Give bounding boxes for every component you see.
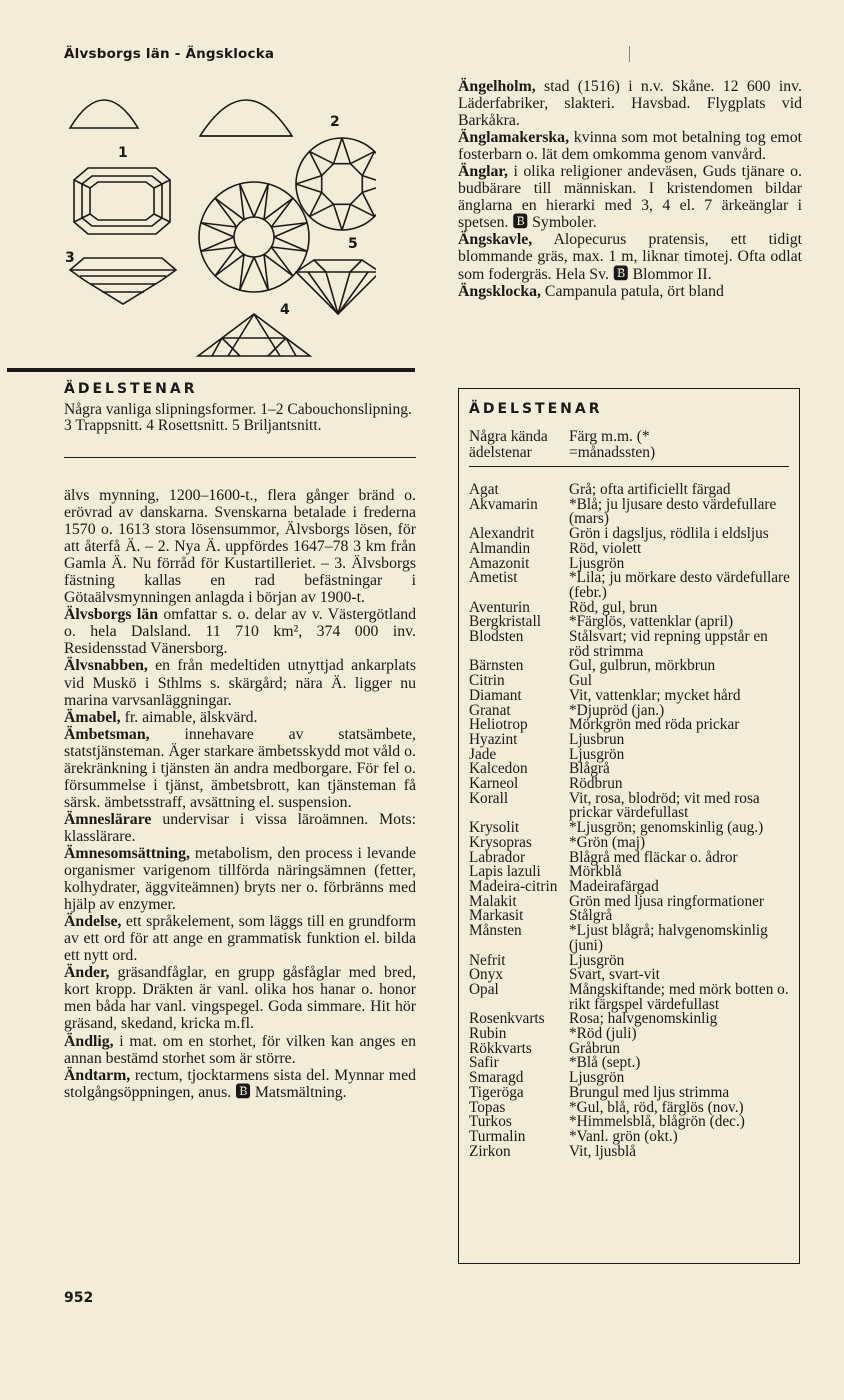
section-rule [7, 368, 415, 372]
entry-text: kvinna som mot betalning tog emot fosterbarn o. lät dem omkomma genom vanvård. [458, 129, 803, 164]
left-column-entry [64, 964, 416, 1032]
gem-color: Ljusbrun [569, 730, 625, 748]
gem-name: Jade [469, 745, 497, 763]
gem-name: Labrador [469, 848, 526, 866]
gem-color: Ljusgrön [569, 554, 625, 572]
entry-headword: Ängskavle, [458, 231, 533, 249]
entry-text: gräsandfåglar, en grupp gåsfåglar med bred, kort kropp. Dräkten är vanl. olika hos hanar o. honor men båda har vanl. vingspegel. Goda simmare. Hit hör gräsand, skedand, kricka m.fl. [64, 964, 416, 1033]
gem-table-row [469, 980, 791, 1013]
entry-text: i olika religioner andeväsen, Guds tjänare o. budbärare till människan. I kristendomen bildar änglarna en hierarki med 3, 4 el. 7 ärkeänglar i spetsen. 🅱 Symboler. [458, 163, 802, 232]
gem-color: Grön med ljusa ringformationer [569, 892, 764, 910]
gem-cuts-illustration [56, 82, 376, 367]
gem-name: Lapis lazuli [469, 863, 541, 881]
gem-name: Opal [469, 980, 499, 998]
gem-name: Aventurin [469, 598, 530, 616]
caption-section-label: ÄDELSTENAR [64, 381, 198, 397]
gem-color: Röd, violett [569, 539, 642, 557]
gem-name: Alexandrit [469, 525, 535, 543]
entry-headword: Älvsnabben, [64, 657, 148, 675]
entry-text: ett språkelement, som läggs till en grundform av ett ord för att ange en grammatisk funktion el. bilda ett nytt ord. [64, 913, 416, 965]
left-column-entry [64, 845, 416, 913]
gem-table-box [458, 388, 800, 1264]
gem-color: Ljusgrön [569, 745, 625, 763]
entry-headword: Ändtarm, [64, 1066, 131, 1084]
cabochon-cut-1-icon [70, 100, 138, 128]
rose-cut-side-icon [198, 314, 310, 356]
gem-name: Blodsten [469, 628, 524, 646]
gem-name: Tigeröga [469, 1083, 524, 1101]
left-column-entry [64, 913, 416, 964]
gem-color: Svart, svart-vit [569, 966, 660, 984]
gem-table-label: ÄDELSTENAR [469, 401, 603, 417]
cabochon-cut-2-icon [200, 100, 292, 136]
gem-number-3: 3 [65, 250, 75, 266]
entry-headword: Änglar, [458, 163, 508, 181]
gem-name: Månsten [469, 922, 522, 940]
entry-text: i mat. om en storhet, för vilken kan anges en annan bestämd storhet som är större. [64, 1032, 417, 1067]
gem-color: Mörkblå [569, 863, 622, 881]
gem-color: Ljusgrön [569, 1069, 625, 1087]
left-column-text [64, 487, 416, 1101]
gem-color: Blågrå [569, 760, 610, 778]
gem-color: Rödbrun [569, 775, 623, 793]
gem-color: Stålsvart; vid repning uppstår en röd strimma [569, 628, 768, 660]
gem-name: Turmalin [469, 1127, 526, 1145]
gem-table-header-right: Färg m.m. (* =månadssten) [569, 428, 656, 461]
gem-name: Safir [469, 1054, 499, 1072]
left-column-entry [64, 811, 416, 845]
gem-name: Markasit [469, 907, 524, 925]
entry-text: en från medeltiden utnyttjad ankarplats vid Muskö i Sthlms s. skärgård; nära Ä. ligger nu marina varvsanläggningar. [64, 657, 416, 709]
gem-table-row [469, 495, 791, 528]
gem-color: Röd, gul, brun [569, 598, 658, 616]
gem-name: Karneol [469, 775, 519, 793]
gem-color: Rosa; halvgenomskinlig [569, 1010, 718, 1028]
gem-table-header-left: Några kända ädelstenar [469, 428, 548, 461]
gem-name: Onyx [469, 966, 503, 984]
gem-name: Amazonit [469, 554, 530, 572]
gem-table-row [469, 924, 791, 953]
gem-color: Gråbrun [569, 1039, 620, 1057]
gem-name: Smaragd [469, 1069, 524, 1087]
right-column-entry [458, 129, 802, 163]
left-column-entry [64, 606, 416, 657]
gem-color: *Gul, blå, röd, färglös (nov.) [569, 1098, 744, 1116]
gem-name: Citrin [469, 672, 505, 690]
entry-text: omfattar s. o. delar av v. Västergötland o. hela Dalsland. 11 710 km², 374 000 inv. Residensstad Vänersborg. [64, 606, 417, 658]
entry-text: älvs mynning, 1200–1600-t., flera gånger bränd o. erövrad av danskarna. Svenskarna betalade i frederna 1570 o. 1613 stora lösensummor, Älvsborgs lösen, för att återfå Ä. – 2. Nya Ä. uppfördes 1647–78 3 km från Gamla Ä. Nu förråd för Kustartilleriet. – 3. Älvsborgs fästning kallas en rad befästningar i Götaälvsmynningen anlagda i början av 1900-t. [64, 487, 416, 607]
gem-name: Kalcedon [469, 760, 528, 778]
gem-color: Mångskiftande; med mörk botten o. rikt färgspel värdefullast [569, 980, 789, 1013]
margin-mark [629, 46, 630, 62]
right-column-entry [458, 283, 802, 300]
gem-name: Hyazint [469, 730, 518, 748]
gem-name: Granat [469, 701, 511, 719]
brilliant-cut-side-icon [296, 260, 376, 314]
gem-color: Gul [569, 672, 592, 690]
gem-number-5: 5 [348, 236, 358, 252]
entry-headword: Ämbetsman, [64, 725, 150, 743]
right-column-entry [458, 231, 802, 282]
entry-text: innehavare av statsämbete, statstjänsteman. Äger starkare ämbetsskydd mot våld o. ärekränkning i tjänsten än andra medborgare. För fel o. försummelse i tjänst, ämbetsbrott, kan tjänsteman få särsk. ämbetsstraff, avsättning el. suspension. [64, 725, 416, 811]
gem-name: Korall [469, 789, 509, 807]
gem-name: Krysolit [469, 819, 520, 837]
left-column-entry [64, 709, 416, 726]
gem-name: Rökkvarts [469, 1039, 532, 1057]
gem-number-1: 1 [118, 145, 128, 161]
entry-headword: Ändelse, [64, 913, 122, 931]
gem-table-row [469, 718, 791, 733]
brilliant-cut-top-icon [296, 138, 376, 230]
entry-headword: Ämabel, [64, 708, 121, 726]
gem-color: Madeirafärgad [569, 877, 659, 895]
entry-text: fr. aimable, älskvärd. [124, 708, 258, 726]
entry-headword: Ängelholm, [458, 78, 536, 95]
gem-name: Almandin [469, 539, 531, 557]
gem-name: Krysopras [469, 833, 532, 851]
page-number: 952 [64, 1290, 94, 1306]
gem-table-rows [469, 483, 791, 1159]
gem-name: Rubin [469, 1025, 507, 1043]
entry-text: stad (1516) i n.v. Skåne. 12 600 inv. Läderfabriker, slakteri. Havsbad. Flygplats vid Barkåkra. [458, 78, 803, 130]
gem-color: Vit, ljusblå [569, 1142, 637, 1160]
gem-name: Rosenkvarts [469, 1010, 545, 1028]
entry-headword: Ämneslärare [64, 810, 152, 828]
entry-text: Alopecurus pratensis, ett tidigt blommande gräs, max. 1 m, liknar timotej. Ofta odlat som fodergräs. Hela Sv. 🅱 Blommor II. [458, 231, 803, 283]
right-column-entry [458, 163, 802, 231]
entry-headword: Ängsklocka, [458, 282, 541, 300]
gem-table-row [469, 630, 791, 659]
rose-cut-top-icon [199, 182, 309, 292]
entry-text: metabolism, den process i levande organismer varigenom tillförda näringsämnen (fetter, kolhydrater, äggviteämnen) bryts ner o. förbränns med hjälp av enzymer. [64, 844, 416, 914]
gem-color: Grön i dagsljus, rödlila i eldsljus [569, 525, 769, 543]
gem-table-rule [469, 466, 789, 467]
gem-color: Stålgrå [569, 907, 613, 925]
gem-color: *Blå; ju ljusare desto värdefullare (mars) [569, 495, 777, 528]
left-column-entry [64, 657, 416, 708]
page-header-title: Älvsborgs län - Ängsklocka [64, 46, 275, 62]
entry-text: undervisar i vissa läroämnen. Mots: klasslärare. [64, 810, 416, 845]
gem-color: Gul, gulbrun, mörkbrun [569, 657, 716, 675]
gem-name: Malakit [469, 892, 517, 910]
gem-color: *Ljusgrön; genomskinlig (aug.) [569, 819, 764, 837]
gem-name: Heliotrop [469, 716, 528, 734]
gem-color: *Djupröd (jan.) [569, 701, 665, 719]
gem-table-row [469, 571, 791, 600]
gem-name: Bärnsten [469, 657, 524, 675]
caption-rule [64, 457, 416, 458]
gem-color: *Vanl. grön (okt.) [569, 1127, 678, 1145]
gem-color: *Röd (juli) [569, 1025, 637, 1043]
gem-color: *Himmelsblå, blågrön (dec.) [569, 1113, 745, 1131]
entry-headword: Ändlig, [64, 1032, 114, 1050]
gem-color: Brungul med ljus strimma [569, 1083, 730, 1101]
gem-table-row [469, 659, 791, 674]
gem-color: Blågrå med fläckar o. ådror [569, 848, 738, 866]
step-cut-top-icon [74, 168, 170, 234]
gem-name: Nefrit [469, 951, 506, 969]
gem-table-row [469, 730, 791, 748]
gem-color: Vit, rosa, blodröd; vit med rosa prickar värdefullast [569, 789, 760, 822]
gem-number-2: 2 [330, 114, 340, 130]
gem-color: Vit, vattenklar; mycket hård [569, 686, 741, 704]
entry-text: Campanula patula, ört bland [544, 282, 724, 300]
gem-number-4: 4 [280, 302, 290, 318]
gem-color: Ljusgrön [569, 951, 625, 969]
gem-name: Akvamarin [469, 495, 538, 513]
gem-name: Madeira-citrin [469, 877, 558, 895]
gem-color: Grå; ofta artificiellt färgad [569, 481, 731, 498]
gem-name: Topas [469, 1098, 506, 1116]
entry-headword: Älvsborgs län [64, 606, 158, 624]
gem-color: *Lila; ju mörkare desto värdefullare (febr.) [569, 569, 790, 601]
left-column-entry [64, 1033, 416, 1067]
left-column-entry [64, 487, 416, 606]
gem-table-row [469, 789, 791, 822]
gem-name: Bergkristall [469, 613, 541, 631]
gem-name: Turkos [469, 1113, 512, 1131]
entry-headword: Änder, [64, 964, 110, 982]
entry-headword: Ämnesomsättning, [64, 844, 190, 862]
illustration-caption: Några vanliga slipningsformer. 1–2 Cabouchonslipning. 3 Trappsnitt. 4 Rosettsnitt. 5 Briljantsnitt. [64, 401, 412, 434]
gem-name: Agat [469, 481, 499, 498]
gem-name: Diamant [469, 686, 522, 704]
left-column-entry [64, 1067, 416, 1101]
gem-color: Mörkgrön med röda prickar [569, 716, 740, 734]
gem-color: *Blå (sept.) [569, 1054, 641, 1072]
step-cut-side-icon [70, 258, 176, 304]
left-column-entry [64, 726, 416, 811]
gem-color: *Grön (maj) [569, 833, 646, 851]
gem-color: *Ljust blågrå; halvgenomskinlig (juni) [569, 922, 768, 954]
gem-table-row [469, 1142, 791, 1160]
entry-text: rectum, tjocktarmens sista del. Mynnar med stolgångsöppningen, anus. 🅱 Matsmältning. [64, 1066, 417, 1101]
entry-headword: Änglamakerska, [458, 129, 570, 147]
gem-name: Zirkon [469, 1142, 511, 1160]
gem-name: Ametist [469, 569, 518, 587]
right-column-entry [458, 78, 802, 129]
right-column-text [458, 78, 802, 300]
gem-color: *Färglös, vattenklar (april) [569, 613, 734, 631]
